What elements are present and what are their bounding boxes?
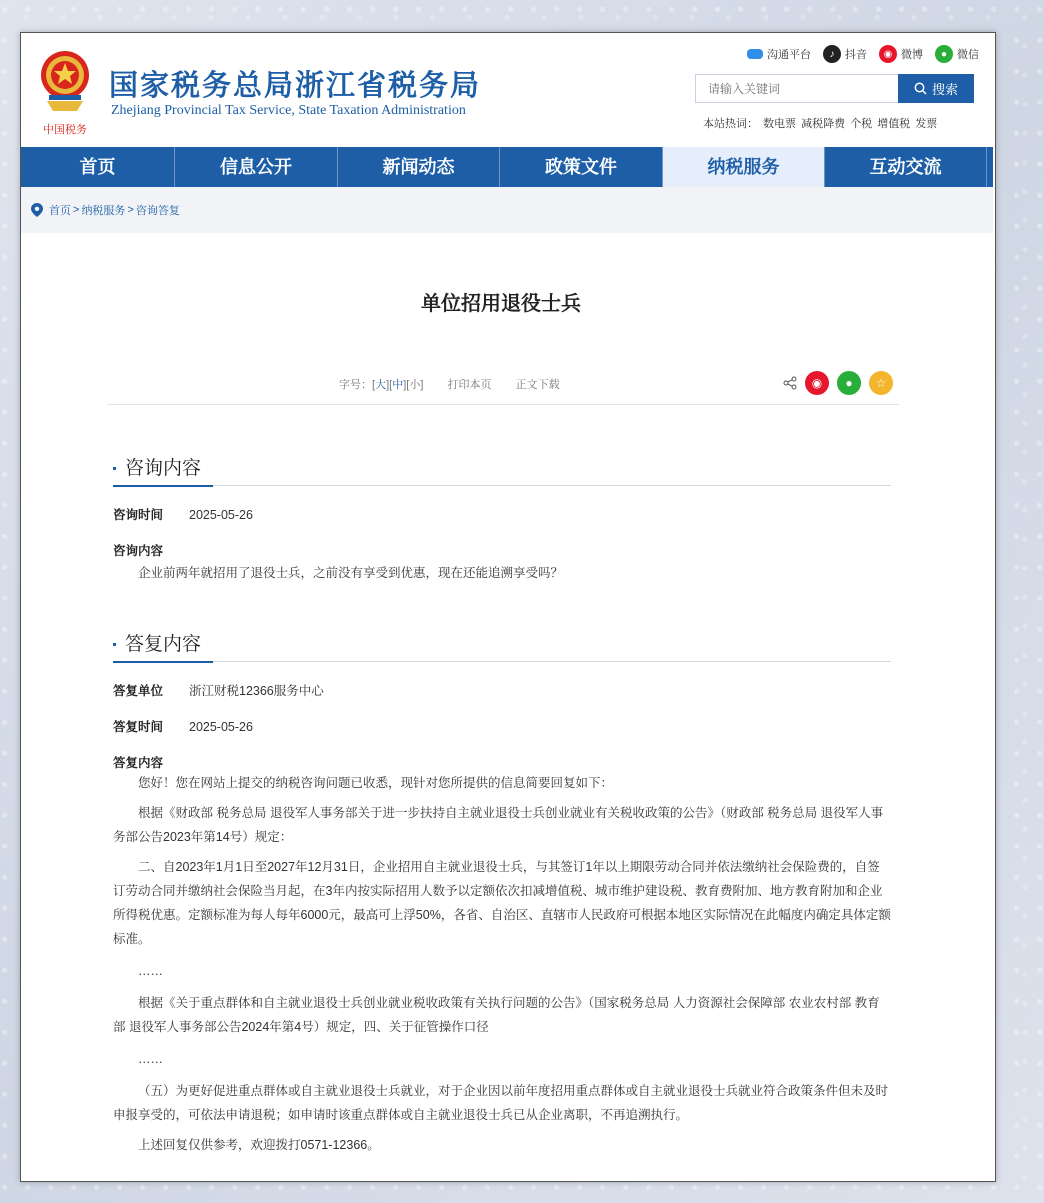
location-pin-icon (31, 203, 43, 217)
font-size-large[interactable]: 大 (375, 379, 387, 391)
breadcrumb-separator: > (73, 204, 80, 216)
main-nav (21, 147, 993, 187)
social-link-weibo[interactable] (879, 45, 923, 63)
download-link[interactable]: 正文下载 (515, 379, 560, 391)
wechat-icon: ● (935, 45, 953, 63)
reply-heading: 答复内容 (125, 634, 202, 655)
consult-time-row (113, 505, 891, 523)
section-header (113, 451, 891, 486)
social-link-platform[interactable] (747, 45, 811, 63)
nav-item-news[interactable]: 新闻动态 (338, 147, 500, 187)
reply-time-row (113, 717, 891, 735)
share-weibo-button[interactable] (805, 371, 829, 395)
reply-content-label: 答复内容 (113, 756, 164, 770)
font-size-label: 字号： (339, 379, 372, 391)
cloud-icon (747, 49, 763, 59)
social-link-douyin[interactable] (823, 45, 867, 63)
nav-item-info[interactable]: 信息公开 (175, 147, 338, 187)
hotword-link[interactable]: 发票 (915, 118, 938, 130)
social-label: 沟通平台 (767, 49, 811, 61)
reply-time-label: 答复时间 (113, 720, 164, 734)
consult-content: 企业前两年就招用了退役士兵，之前没有享受到优惠，现在还能追溯享受吗？ (138, 566, 564, 580)
reply-unit-row (113, 681, 891, 699)
search-icon (914, 82, 927, 95)
reply-paragraph: 上述回复仅供参考，欢迎拨打0571-12366。 (138, 1138, 380, 1152)
favorite-button[interactable] (869, 371, 893, 395)
reply-paragraph: 根据《财政部 税务总局 退役军人事务部关于进一步扶持自主就业退役士兵创业就业有关税收政策的公告》（财政部 税务总局 退役军人事务部公告2023年第14号）规定： (113, 806, 884, 844)
hotword-link[interactable]: 个税 (850, 118, 873, 130)
search-input[interactable] (695, 74, 898, 103)
consult-section (113, 451, 891, 585)
hotwords-label: 本站热词： (703, 118, 758, 130)
reply-time-value: 2025-05-26 (189, 720, 253, 734)
hotwords (703, 115, 939, 131)
font-size-medium[interactable]: 中 (392, 379, 404, 391)
font-size-small[interactable]: 小 (409, 379, 421, 391)
hotword-link[interactable]: 减税降费 (801, 118, 846, 130)
reply-paragraph: 二、自2023年1月1日至2027年12月31日，企业招用自主就业退役士兵，与其签订1年以上期限劳动合同并依法缴纳社会保险费的，自签订劳动合同并缴纳社会保险当月起，在3年内按实际招用人数予以定额依次扣减增值税、城市维护建设税、教育费附加、地方教育附加和企业所得税优惠。定额标准为每人每年6000元，最高可上浮50%，各省、自治区、直辖市人民政府可根据本地区实际情况在此幅度内确定具体定额标准。 (113, 860, 891, 946)
consult-time-value: 2025-05-26 (189, 508, 253, 522)
article-tools: 字号：[大][中][小] 打印本页 正文下载 (339, 379, 560, 391)
reply-unit-value: 浙江财税12366服务中心 (189, 684, 324, 698)
reply-section (113, 627, 891, 1157)
search-button[interactable] (898, 74, 974, 103)
hotword-link[interactable]: 增值税 (877, 118, 911, 130)
douyin-icon: ♪ (823, 45, 841, 63)
breadcrumb-home[interactable]: 首页 (49, 205, 71, 217)
consult-heading: 咨询内容 (125, 458, 202, 479)
consult-time-label: 咨询时间 (113, 508, 164, 522)
weibo-icon: ◉ (811, 376, 823, 390)
emblem-caption: 中国税务 (43, 123, 87, 136)
consult-content-label: 咨询内容 (113, 544, 164, 558)
share-wechat-button[interactable] (837, 371, 861, 395)
page-title: 单位招用退役士兵 (421, 293, 581, 315)
site-header (21, 33, 995, 147)
favorite-star-icon: ☆ (875, 376, 887, 390)
divider (107, 404, 899, 405)
reply-paragraph: 根据《关于重点群体和自主就业退役士兵创业就业税收政策有关执行问题的公告》（国家税务总局 人力资源社会保障部 农业农村部 教育部 退役军人事务部公告2024年第4号）规定，四、关于征管操作口径 (113, 996, 880, 1034)
nav-item-interaction[interactable]: 互动交流 (825, 147, 987, 187)
breadcrumb-separator: > (127, 204, 134, 216)
wechat-icon: ● (845, 376, 853, 390)
breadcrumb (21, 187, 993, 233)
nav-item-service[interactable]: 纳税服务 (663, 147, 825, 187)
reply-paragraph: …… (138, 1052, 163, 1066)
share-icon[interactable] (783, 376, 797, 390)
search-button-label: 搜索 (931, 82, 958, 97)
social-label: 微信 (957, 49, 979, 61)
section-header (113, 627, 891, 662)
nav-item-policy[interactable]: 政策文件 (500, 147, 663, 187)
share-bar (783, 371, 893, 395)
hotword-link[interactable]: 数电票 (763, 118, 797, 130)
reply-paragraph: 您好！您在网站上提交的纳税咨询问题已收悉，现针对您所提供的信息简要回复如下： (138, 776, 614, 790)
site-title[interactable]: 国家税务总局浙江省税务局 (109, 68, 482, 102)
social-label: 微博 (901, 49, 923, 61)
tax-emblem-logo[interactable] (35, 45, 95, 143)
social-label: 抖音 (845, 49, 867, 61)
print-link[interactable]: 打印本页 (447, 379, 492, 391)
weibo-icon: ◉ (879, 45, 897, 63)
social-link-wechat[interactable] (935, 45, 979, 63)
reply-paragraph: （五）为更好促进重点群体或自主就业退役士兵就业，对于企业因以前年度招用重点群体或自主就业退役士兵就业符合政策条件但未及时申报享受的，可依法申请退税；如申请时该重点群体或自主就业退役士兵已从企业离职，不再追溯执行。 (113, 1084, 889, 1122)
reply-paragraph: …… (138, 964, 163, 978)
page-frame (20, 32, 996, 1182)
search-box (695, 74, 974, 103)
nav-item-home[interactable]: 首页 (21, 147, 175, 187)
breadcrumb-current[interactable]: 咨询答复 (135, 205, 180, 217)
breadcrumb-service[interactable]: 纳税服务 (81, 205, 126, 217)
social-links (747, 45, 979, 63)
site-subtitle: Zhejiang Provincial Tax Service, State Taxation Administration (111, 103, 466, 118)
reply-unit-label: 答复单位 (113, 684, 164, 698)
